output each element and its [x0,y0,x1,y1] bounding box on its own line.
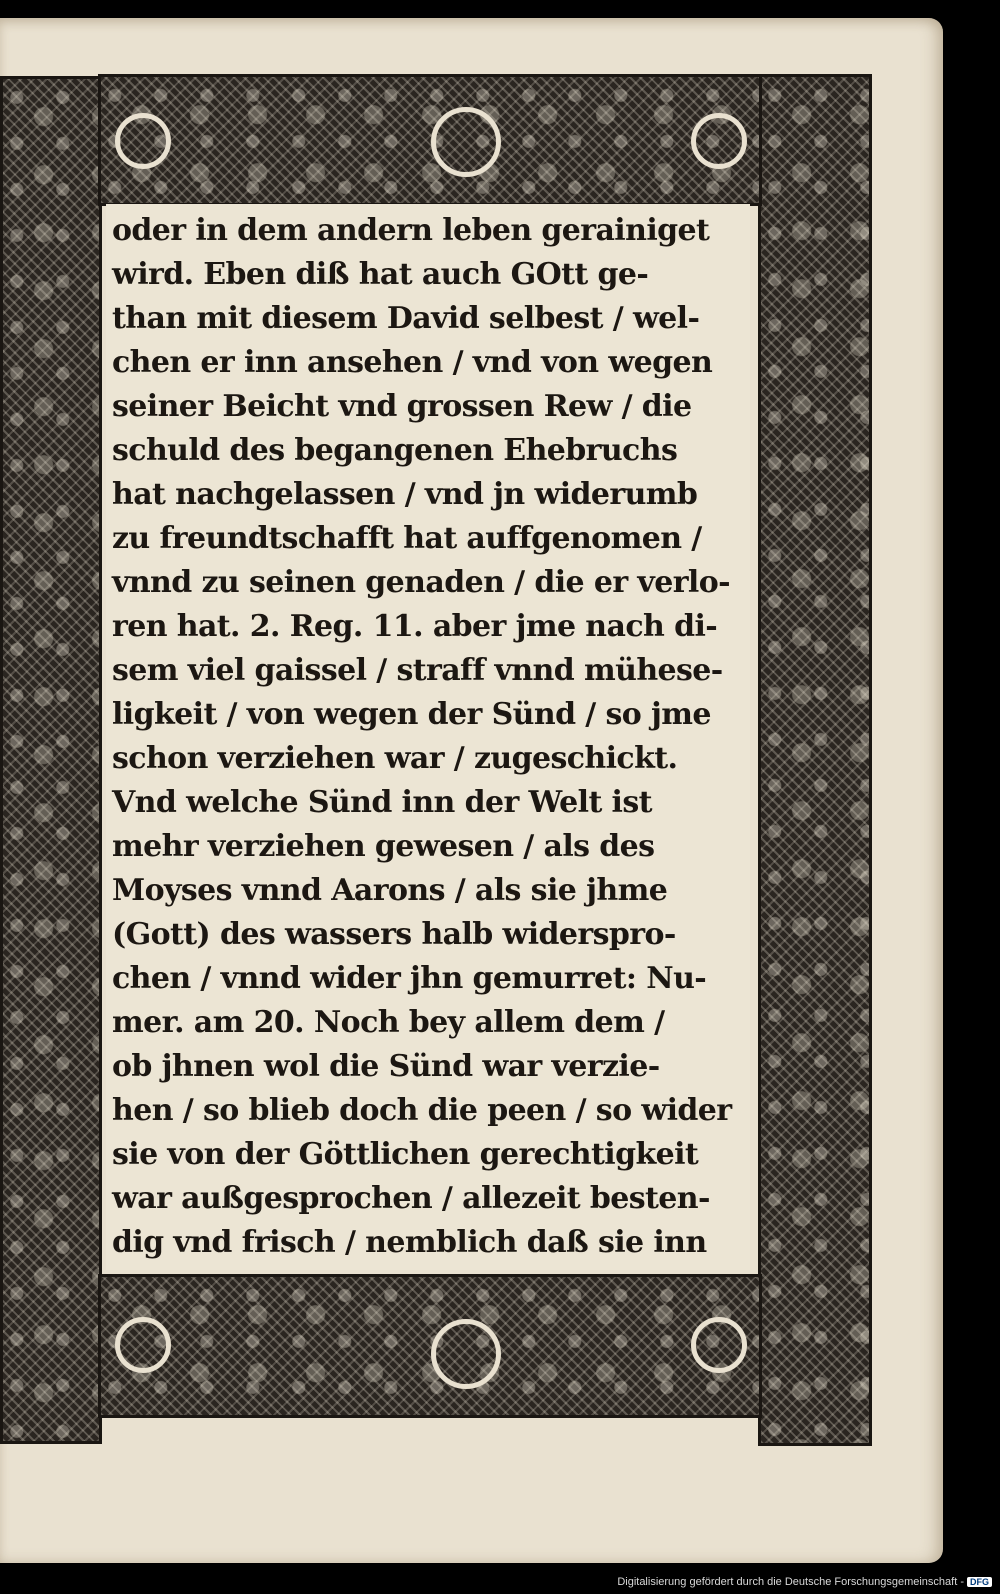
text-line: than mit diesem David selbest / wel- [112,301,700,336]
scroll-ornament [431,1319,501,1389]
woodcut-border-top [98,74,762,206]
book-page [0,18,943,1563]
text-line: (Gott) des wassers halb widerspro- [112,917,676,952]
text-line: chen / vnnd wider jhn gemurret: Nu- [112,961,707,996]
text-line: hat nachgelassen / vnd jn widerumb [112,477,698,512]
scroll-ornament [115,113,171,169]
text-line: sem viel gaissel / straff vnnd mühese- [112,653,723,688]
scroll-ornament [431,107,501,177]
text-line: hen / so blieb doch die peen / so wider [112,1093,732,1128]
scroll-ornament [691,1317,747,1373]
woodcut-border-left [0,76,102,1444]
dfg-logo: DFG [967,1577,992,1587]
text-line: ren hat. 2. Reg. 11. aber jme nach di- [112,609,718,644]
text-line: chen er inn ansehen / vnd von wegen [112,345,713,380]
woodcut-border-bottom [98,1274,762,1418]
text-line: Vnd welche Sünd inn der Welt ist [112,785,652,820]
text-line: ligkeit / von wegen der Sünd / so jme [112,697,711,732]
digitization-footer [617,1576,992,1588]
text-line: ob jhnen wol die Sünd war verzie- [112,1049,660,1084]
footer-text: Digitalisierung gefördert durch die Deutsche Forschungsgemeinschaft - [617,1576,964,1588]
text-block [106,204,750,1270]
text-line: vnnd zu seinen genaden / die er verlo- [112,565,730,600]
scroll-ornament [115,1317,171,1373]
text-line: seiner Beicht vnd grossen Rew / die [112,389,692,424]
text-line: war außgesprochen / allezeit besten- [112,1181,710,1216]
text-line: sie von der Göttlichen gerechtigkeit [112,1137,699,1172]
text-line: zu freundtschafft hat auffgenomen / [112,521,702,556]
text-line: oder in dem andern leben gerainiget [112,213,710,248]
woodcut-border-right [758,74,872,1446]
text-line: dig vnd frisch / nemblich daß sie inn [112,1225,707,1260]
text-line: mehr verziehen gewesen / als des [112,829,655,864]
scroll-ornament [691,113,747,169]
text-line: wird. Eben diß hat auch GOtt ge- [112,257,649,292]
text-line: mer. am 20. Noch bey allem dem / [112,1005,665,1040]
text-line: schon verziehen war / zugeschickt. [112,741,678,776]
text-line: Moyses vnnd Aarons / als sie jhme [112,873,668,908]
text-line: schuld des begangenen Ehebruchs [112,433,678,468]
